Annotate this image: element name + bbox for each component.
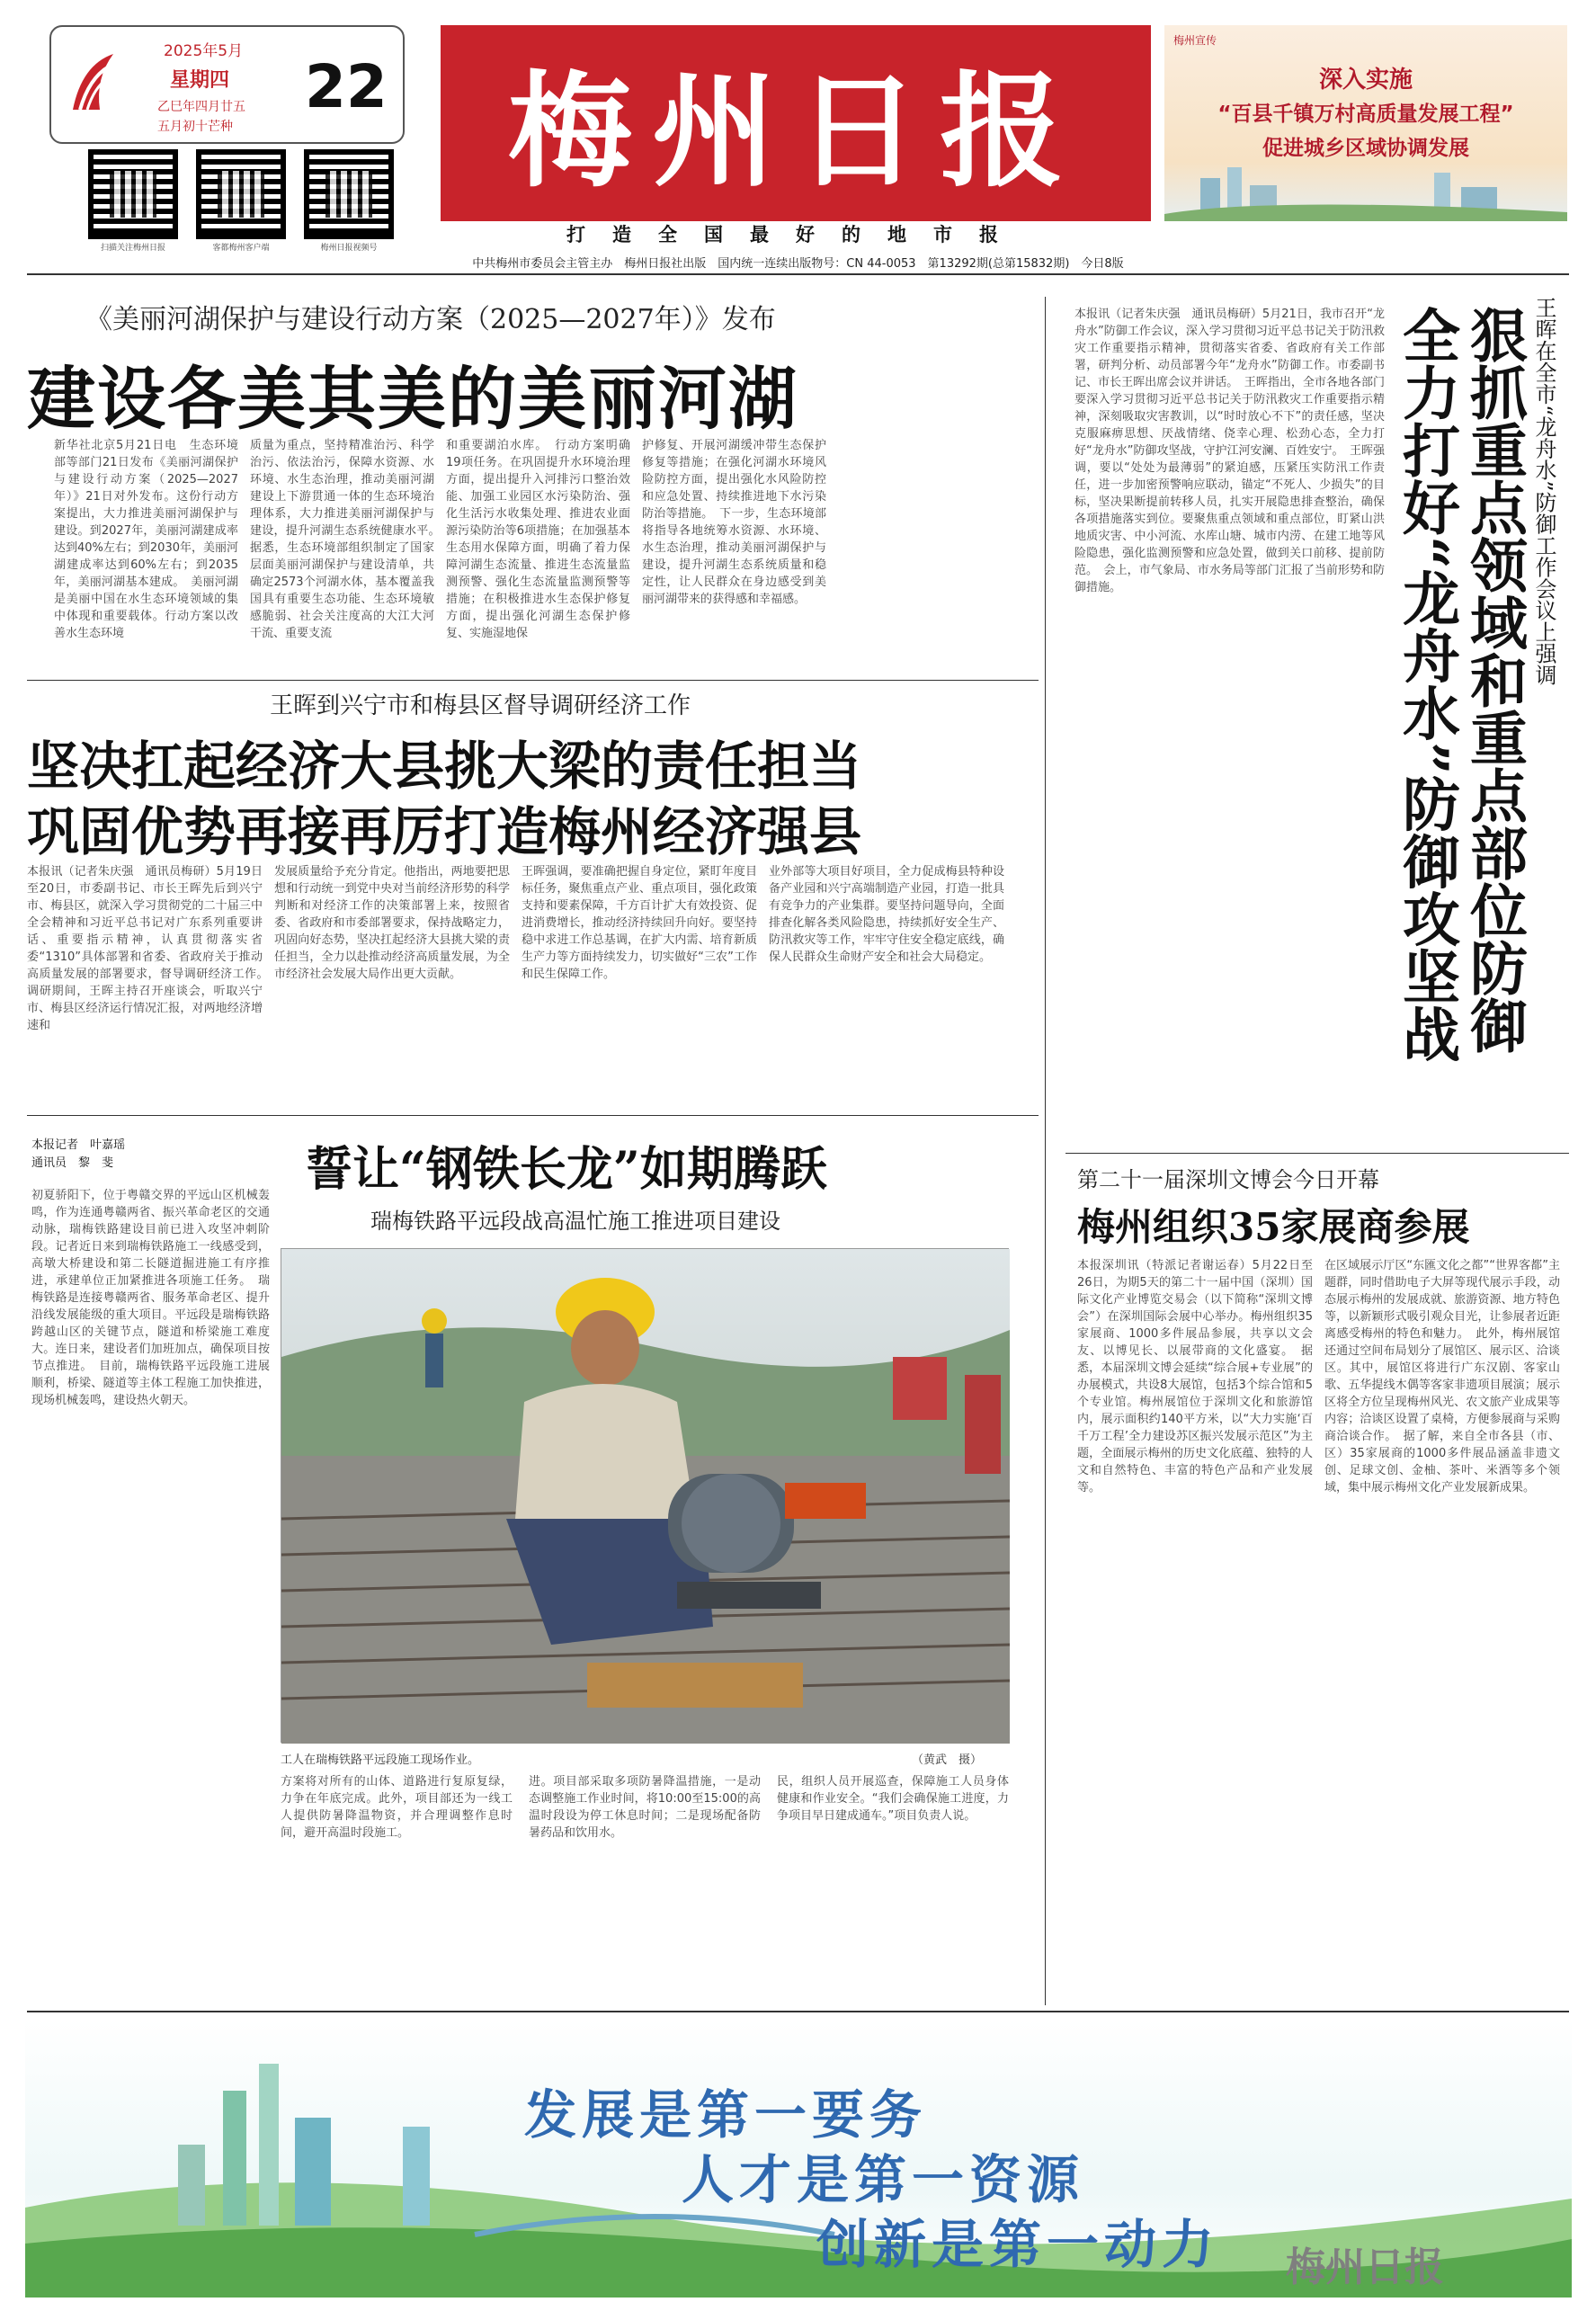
photo-caption xyxy=(281,1750,1009,1767)
story5-body: 在区域展示厅区“东匯文化之都”“世界客都”主题群，同时借助电子大屏等现代展示手段，动态展示梅州的发展成就、旅游资源、地方特色等，以新颖形式吸引观众目光，让参展者近距离感受梅州的特色和魅力。 此外，梅州展馆还通过空间布局划分了展馆区、展示区、洽谈区。其中，展馆区将进行广东汉剧、客家山歌、五华提线木偶等客家非遗项目展演；展示区将全方位呈现梅州风光、农文旅产业成果等内容；洽谈区设置了桌椅，方便参展商与采购商洽谈合作。 据了解，来自全市各县（市、区）35家展商的1000多件展品涵盖非遗文创、足球文创、金柚、茶叶、米酒等多个领域，集中展示梅州文化产业发展新成果。 xyxy=(1324,1259,1560,1495)
issue-weekday: 星期四 xyxy=(170,69,230,92)
story3-headline[interactable]: 誓让“钢铁长龙”如期腾跃 xyxy=(306,1142,827,1197)
qr-code-icon[interactable] xyxy=(304,149,394,239)
divider xyxy=(1045,297,1046,2005)
story1-body: 质量为重点，坚持精准治污、科学治污、依法治污，保障水资源、水环境、水生态治理，推动美丽河湖建设上下游贯通一体的生态环境治理体系，大力推进美丽河湖保护与建设，提升河湖生态系统健康水平。 据悉，生态环境部组织制定了国家层面美丽河湖保护与建设清单，共确定2573个河湖水体，基本覆盖我国具有重要生态功能、生态环境敏感脆弱、社会关注度高的大江大河干流、重要支流 xyxy=(250,439,447,640)
qr-code-icon[interactable] xyxy=(196,149,286,239)
story1-body: 和重要湖泊水库。 行动方案明确19项任务。在巩固提升水环境治理方面，提出提升入河排污口整治效能、加强工业园区水污染防治、强化生活污水收集处理、推进农业面源污染防治等6项措施；在加强基本生态用水保障方面，明确了着力保障河湖生态流量、推进生态流量监测预警、强化生态流量监测预警等措施；在积极推进水生态保护修复方面，提出强化河湖生态保护修复、实施湿地保 xyxy=(446,439,630,640)
ad-slogan-line: 发展是第一要务 xyxy=(524,2084,928,2146)
promo-banner[interactable] xyxy=(1164,25,1567,221)
story4-headline-1[interactable]: 狠抓重点领域和重点部位防御 xyxy=(1460,306,1528,1054)
worker-photo-image xyxy=(281,1249,1010,1744)
paper-title: 梅州日报 xyxy=(507,58,1083,204)
story3-subhead: 瑞梅铁路平远段战高温忙施工推进项目建设 xyxy=(370,1209,780,1234)
qr-code-icon[interactable] xyxy=(88,149,178,239)
paper-title-band xyxy=(441,25,1151,221)
divider xyxy=(27,680,1039,681)
promo-line: 促进城乡区域协调发展 xyxy=(1262,137,1469,160)
story2-body: 本报讯（记者朱庆强 通讯员梅研）5月19日至20日，市委副书记、市长王晖先后到兴宁市、梅县区，就深入学习贯彻党的二十届三中全会精神和习近平总书记对广东系列重要讲话、重要指示精神，认真贯彻落实省委“1310”具体部署和省委、省政府关于推动高质量发展的部署要求，督导调研经济工作。 调研期间，王晖主持召开座谈会，听取兴宁市、梅县区经济运行情况汇报，对两地经济增速和 xyxy=(27,865,275,1032)
story1-kicker: 《美丽河湖保护与建设行动方案（2025—2027年）》发布 xyxy=(85,304,776,335)
story3-byline: 本报记者 叶嘉瑶 xyxy=(31,1138,126,1152)
qr-caption: 梅州日报视频号 xyxy=(320,244,378,253)
ad-slogan-line: 人才是第一资源 xyxy=(682,2149,1085,2210)
story3-body: 方案将对所有的山体、道路进行复原复绿，力争在年底完成。此外，项目部还为一线工人提供防暑降温物资，并合理调整作息时间，避开高温时段施工。 xyxy=(281,1775,513,1840)
photo-caption-text: 工人在瑞梅铁路平远段施工现场作业。 xyxy=(281,1753,480,1767)
story5-kicker: 第二十一届深圳文博会今日开幕 xyxy=(1077,1167,1379,1192)
story2-kicker: 王晖到兴宁市和梅县区督导调研经济工作 xyxy=(270,692,691,719)
story4-headline-2[interactable]: 全力打好“龙舟水”防御攻坚战 xyxy=(1393,306,1460,1063)
qr-caption: 扫描关注梅州日报 xyxy=(100,244,165,253)
photo-credit: （黄武 摄） xyxy=(911,1753,982,1767)
promo-line: “百县千镇万村高质量发展工程” xyxy=(1217,103,1514,126)
divider xyxy=(1065,1153,1569,1154)
lunar-date: 乙巳年四月廿五 xyxy=(157,100,245,114)
story1-headline[interactable]: 建设各美其美的美丽河湖 xyxy=(27,359,798,439)
issue-date: 2025年5月 xyxy=(164,42,244,60)
story2-headline-1[interactable]: 坚决扛起经济大县挑大梁的责任担当 xyxy=(27,736,862,797)
promo-logo: 梅州宣传 xyxy=(1173,34,1217,47)
construction-photo[interactable] xyxy=(281,1248,1009,1743)
ad-slogan-line: 创新是第一动力 xyxy=(816,2214,1220,2275)
divider xyxy=(27,2011,1569,2012)
story2-body: 王晖强调，要准确把握自身定位，紧盯年度目标任务，聚焦重点产业、重点项目，强化政策支持和要素保障，千方百计扩大有效投资、促进消费增长，推动经济持续回升向好。要坚持稳中求进工作总基调，在扩大内需、培育新质生产力等方面持续发力，切实做好“三农”工作和民生保障工作。 xyxy=(522,865,757,981)
paper-slogan: 打造全国最好的地市报 xyxy=(441,221,1151,248)
city-skyline-illustration xyxy=(1164,160,1567,221)
qr-caption: 客都梅州客户端 xyxy=(212,244,270,253)
story3-byline: 通讯员 黎 斐 xyxy=(31,1156,114,1170)
newspaper-logo-icon xyxy=(64,47,127,119)
story2-body: 业外部等大项目好项目，全力促成梅县特种设备产业园和兴宁高端制造产业园，打造一批具有竞争力的产业集群。要坚持问题导向，全面排查化解各类风险隐患，持续抓好安全生产、防汛救灾等工作，牢牢守住安全稳定底线，确保人民群众生命财产安全和社会大局稳定。 xyxy=(769,865,1004,964)
story2-headline-2[interactable]: 巩固优势再接再厉打造梅州经济强县 xyxy=(27,801,862,862)
story1-body: 新华社北京5月21日电 生态环境部等部门21日发布《美丽河湖保护与建设行动方案（2025—2027年）》21日对外发布。这份行动方案提出，大力推进美丽河湖保护与建设。到2027年，美丽河湖建成率达到40%左右；到2030年，美丽河湖建成率达到60%左右；到2035年，美丽河湖基本建成。 美丽河湖是美丽中国在水生态环境领域的集中体现和重要载体。行动方案以改善水生态环境 xyxy=(54,439,238,640)
story2-body: 发展质量给予充分肯定。他指出，两地要把思想和行动统一到党中央对当前经济形势的科学判断和对经济工作的决策部署上来，按照省委、省政府和市委部署要求，保持战略定力，巩固向好态势，坚决扛起经济大县挑大梁的责任担当，全力以赴推动经济高质量发展，为全市经济社会发展大局作出更大贡献。 xyxy=(274,865,510,981)
promo-line: 深入实施 xyxy=(1318,67,1413,94)
divider xyxy=(27,1115,1039,1116)
story5-headline[interactable]: 梅州组织35家展商参展 xyxy=(1077,1205,1470,1249)
date-box xyxy=(49,25,405,144)
issue-day-number: 22 xyxy=(305,52,388,121)
story1-body: 护修复、开展河湖缓冲带生态保护修复等措施；在强化河湖水环境风险防控方面，提出强化水风险防控和应急处置、持续推进地下水污染防治等措施。 下一步，生态环境部将指导各地统筹水资源、水环境、水生态治理，推动美丽河湖保护与建设，提升河湖生态系统质量和稳定性，让人民群众在身边感受到美丽河湖带来的获得感和幸福感。 xyxy=(642,439,826,606)
divider xyxy=(27,273,1569,275)
story4-body: 本报讯（记者朱庆强 通讯员梅研）5月21日，我市召开“龙舟水”防御工作会议，深入学习贯彻习近平总书记关于防汛救灾工作重要指示精神，贯彻落实省委、省政府有关工作部署，研判分析、动员部署今年“龙舟水”防御工作。市委副书记、市长王晖出席会议并讲话。 王晖指出，全市各地各部门要深入学习贯彻习近平总书记关于防汛救灾工作重要指示精神，深刻吸取灾害教训，以“时时放心不下”的责任感，坚决克服麻痹思想、厌战情绪、侥幸心理、松劲心态，全力打好“龙舟水”防御攻坚战，守护江河安澜、百姓安宁。 王晖强调，要以“处处为最薄弱”的紧迫感，压紧压实防汛工作责任，进一步加密预警响应联动，锚定“不死人、少损失”的目标，坚决果断提前转移人员，扎实开展隐患排查整治，确保各项措施落实到位。要聚焦重点领域和重点部位，盯紧山洪地质灾害、中小河流、水库山塘、城市内涝、在建工地等风险隐患，强化监测预警和应急处置，做到关口前移、提前防范。 会上，市气象局、市水务局等部门汇报了当前形势和防御措施。 xyxy=(1074,308,1385,594)
story3-body: 进。项目部采取多项防暑降温措施，一是动态调整施工作业时间，将10:00至15:00的高温时段设为停工休息时间；二是现场配备防暑药品和饮用水。 xyxy=(529,1775,761,1840)
story5-body: 本报深圳讯（特派记者谢运春）5月22日至26日，为期5天的第二十一届中国（深圳）国际文化产业博览交易会（以下简称“深圳文博会”）在深圳国际会展中心举办。梅州组织35家展商、1000多件展品参展，共享以文会友、以博见长、以展带商的文化盛宴。 据悉，本届深圳文博会延续“综合展+专业展”的办展模式，共设8大展馆，包括3个综合馆和5个专业馆。梅州展馆位于深圳文化和旅游馆内，展示面积约140平方米，以“大力实施‘百千万工程’全力建设苏区振兴发展示范区”为主题，全面展示梅州的历史文化底蕴、独特的人文和自然特色、丰富的特色产品和产业发展等。 xyxy=(1077,1259,1313,1495)
story4-kicker: 王晖在全市“龙舟水”防御工作会议上强调 xyxy=(1531,297,1556,686)
ad-brand-logo: 梅州日报 xyxy=(1286,2244,1444,2290)
story3-body: 初夏骄阳下，位于粤赣交界的平远山区机械轰鸣，作为连通粤赣两省、振兴革命老区的交通动脉，瑞梅铁路建设目前已进入攻坚冲刺阶段。记者近日来到瑞梅铁路施工一线感受到，高墩大桥建设和第二长隧道掘进施工有序推进，承建单位正加紧推进各项施工任务。 瑞梅铁路是连接粤赣两省、服务革命老区、提升沿线发展能级的重大项目。平远段是瑞梅铁路跨越山区的关键节点，隧道和桥梁施工难度大。连日来，建设者们加班加点，确保项目按节点推进。 目前，瑞梅铁路平远段施工进展顺利，桥梁、隧道等主体工程施工加快推进，现场机械轰鸣，建设热火朝天。 xyxy=(31,1189,270,1407)
imprint-line: 中共梅州市委员会主管主办 梅州日报社出版 国内统一连续出版物号：CN 44-0053 第13292期(总第15832期) 今日8版 xyxy=(472,257,1124,271)
solar-term: 五月初十芒种 xyxy=(157,120,233,134)
story3-body: 民，组织人员开展巡查，保障施工人员身体健康和作业安全。“我们会确保施工进度，力争项目早日建成通车。”项目负责人说。 xyxy=(777,1775,1009,1823)
